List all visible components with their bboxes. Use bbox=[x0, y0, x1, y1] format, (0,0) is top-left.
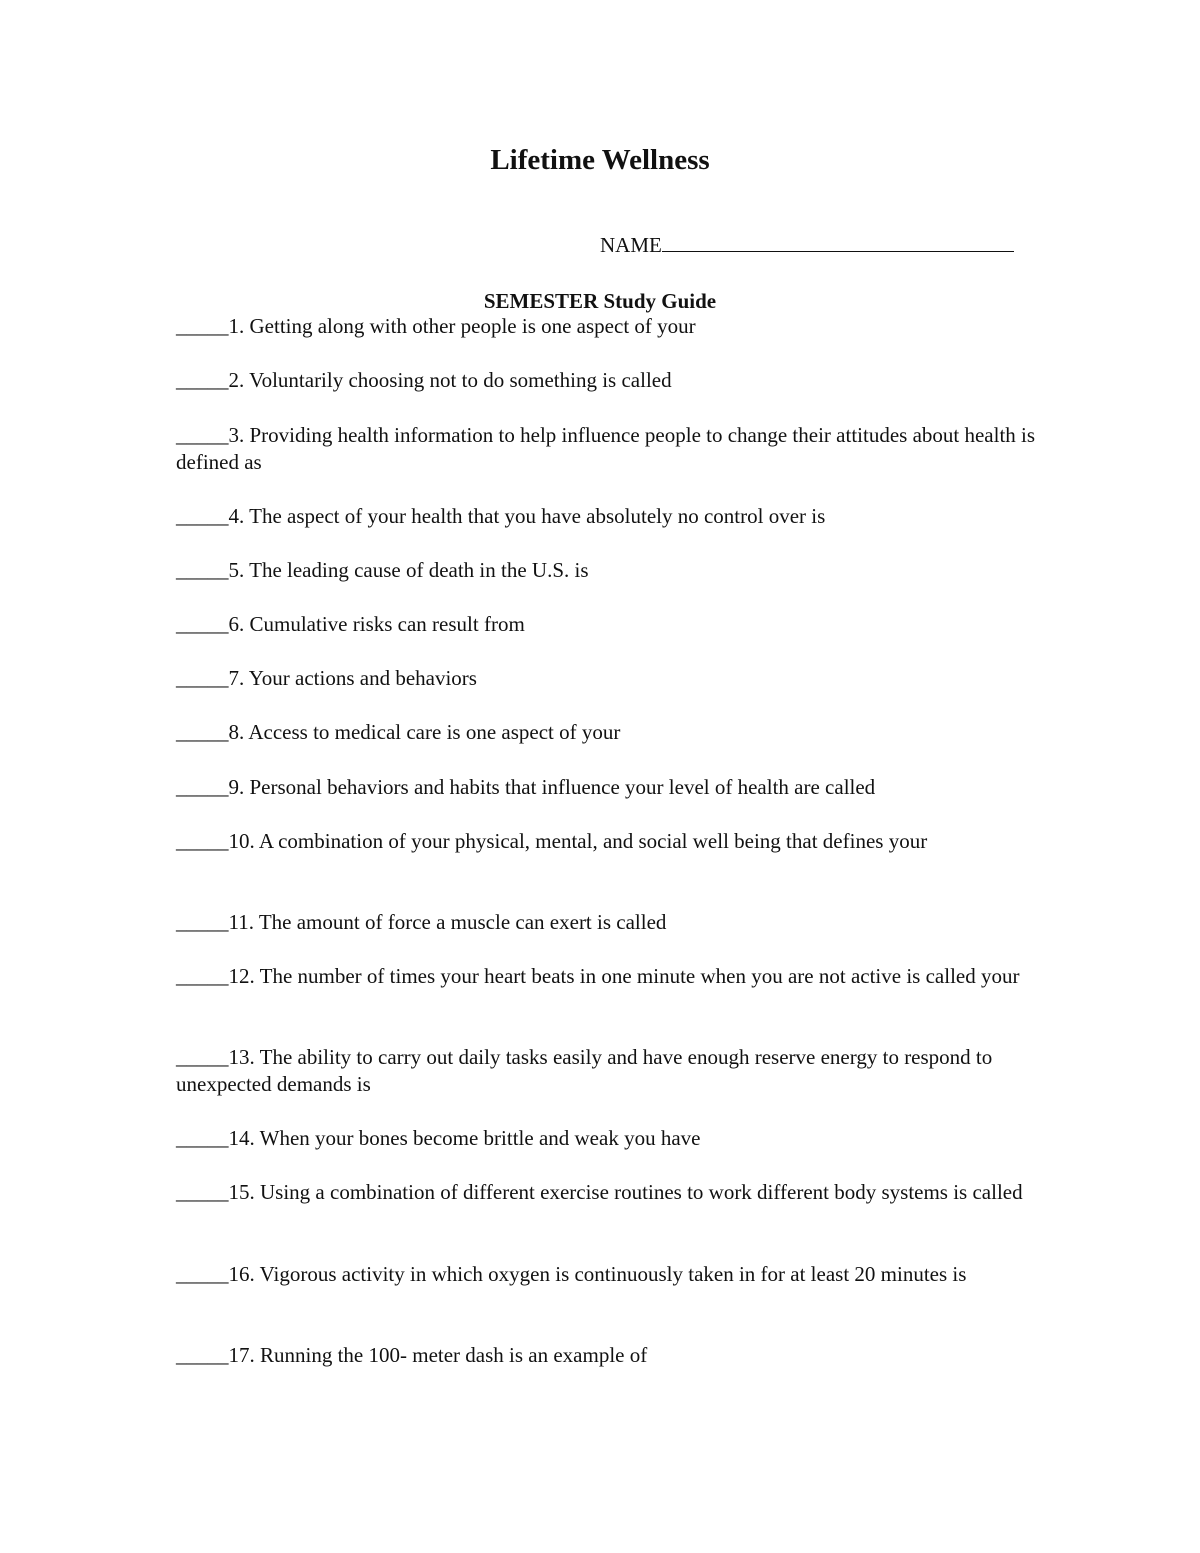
answer-blank: _____ bbox=[176, 910, 229, 934]
name-blank-line bbox=[662, 231, 1014, 252]
question-item bbox=[176, 774, 1036, 801]
answer-blank: _____ bbox=[176, 1343, 229, 1367]
question-item bbox=[176, 1044, 1036, 1098]
answer-blank: _____ bbox=[176, 666, 229, 690]
question-item bbox=[176, 557, 1036, 584]
answer-blank: _____ bbox=[176, 1180, 229, 1204]
question-text: 12. The number of times your heart beats in one minute when you are not active is called your bbox=[228, 964, 1020, 988]
question-text: 4. The aspect of your health that you have absolutely no control over is bbox=[228, 504, 826, 528]
question-text: 7. Your actions and behaviors bbox=[228, 666, 477, 690]
question-text: 17. Running the 100- meter dash is an example of bbox=[228, 1343, 648, 1367]
question-item bbox=[176, 611, 1036, 638]
answer-blank: _____ bbox=[176, 558, 229, 582]
answer-blank: _____ bbox=[176, 775, 229, 799]
question-text: 6. Cumulative risks can result from bbox=[228, 612, 525, 636]
question-item bbox=[176, 422, 1036, 476]
question-item bbox=[176, 665, 1036, 692]
question-text: 9. Personal behaviors and habits that influence your level of health are called bbox=[228, 775, 876, 799]
question-text: 16. Vigorous activity in which oxygen is continuously taken in for at least 20 minutes is bbox=[228, 1262, 967, 1286]
answer-blank: _____ bbox=[176, 829, 229, 853]
question-item bbox=[176, 503, 1036, 530]
question-item bbox=[176, 719, 1036, 746]
question-item bbox=[176, 1342, 1036, 1369]
question-item bbox=[176, 1179, 1036, 1206]
question-text: 3. Providing health information to help influence people to change their attitudes about health is defined as bbox=[176, 423, 1036, 474]
answer-blank: _____ bbox=[176, 314, 229, 338]
answer-blank: _____ bbox=[176, 612, 229, 636]
question-text: 8. Access to medical care is one aspect of your bbox=[228, 720, 621, 744]
question-text: 11. The amount of force a muscle can exert is called bbox=[228, 910, 667, 934]
question-item bbox=[176, 1125, 1036, 1152]
question-text: 2. Voluntarily choosing not to do something is called bbox=[228, 368, 672, 392]
answer-blank: _____ bbox=[176, 720, 229, 744]
page-title: Lifetime Wellness bbox=[490, 144, 710, 176]
question-text: 14. When your bones become brittle and weak you have bbox=[228, 1126, 701, 1150]
question-item bbox=[176, 313, 1036, 340]
answer-blank: _____ bbox=[176, 368, 229, 392]
answer-blank: _____ bbox=[176, 964, 229, 988]
name-field bbox=[600, 231, 1014, 259]
question-item bbox=[176, 1261, 1036, 1288]
question-text: 5. The leading cause of death in the U.S. is bbox=[228, 558, 589, 582]
question-item bbox=[176, 963, 1036, 990]
question-text: 10. A combination of your physical, mental, and social well being that defines your bbox=[228, 829, 928, 853]
answer-blank: _____ bbox=[176, 1045, 229, 1069]
question-item bbox=[176, 828, 1036, 855]
answer-blank: _____ bbox=[176, 423, 229, 447]
question-text: 1. Getting along with other people is one aspect of your bbox=[228, 314, 696, 338]
question-item bbox=[176, 909, 1036, 936]
name-label: NAME bbox=[600, 233, 662, 257]
answer-blank: _____ bbox=[176, 1262, 229, 1286]
question-item bbox=[176, 367, 1036, 394]
question-text: 15. Using a combination of different exercise routines to work different body systems is called bbox=[228, 1180, 1023, 1204]
answer-blank: _____ bbox=[176, 1126, 229, 1150]
answer-blank: _____ bbox=[176, 504, 229, 528]
question-text: 13. The ability to carry out daily tasks easily and have enough reserve energy to respond to unexpected demands is bbox=[176, 1045, 993, 1096]
page-subtitle: SEMESTER Study Guide bbox=[483, 289, 717, 313]
